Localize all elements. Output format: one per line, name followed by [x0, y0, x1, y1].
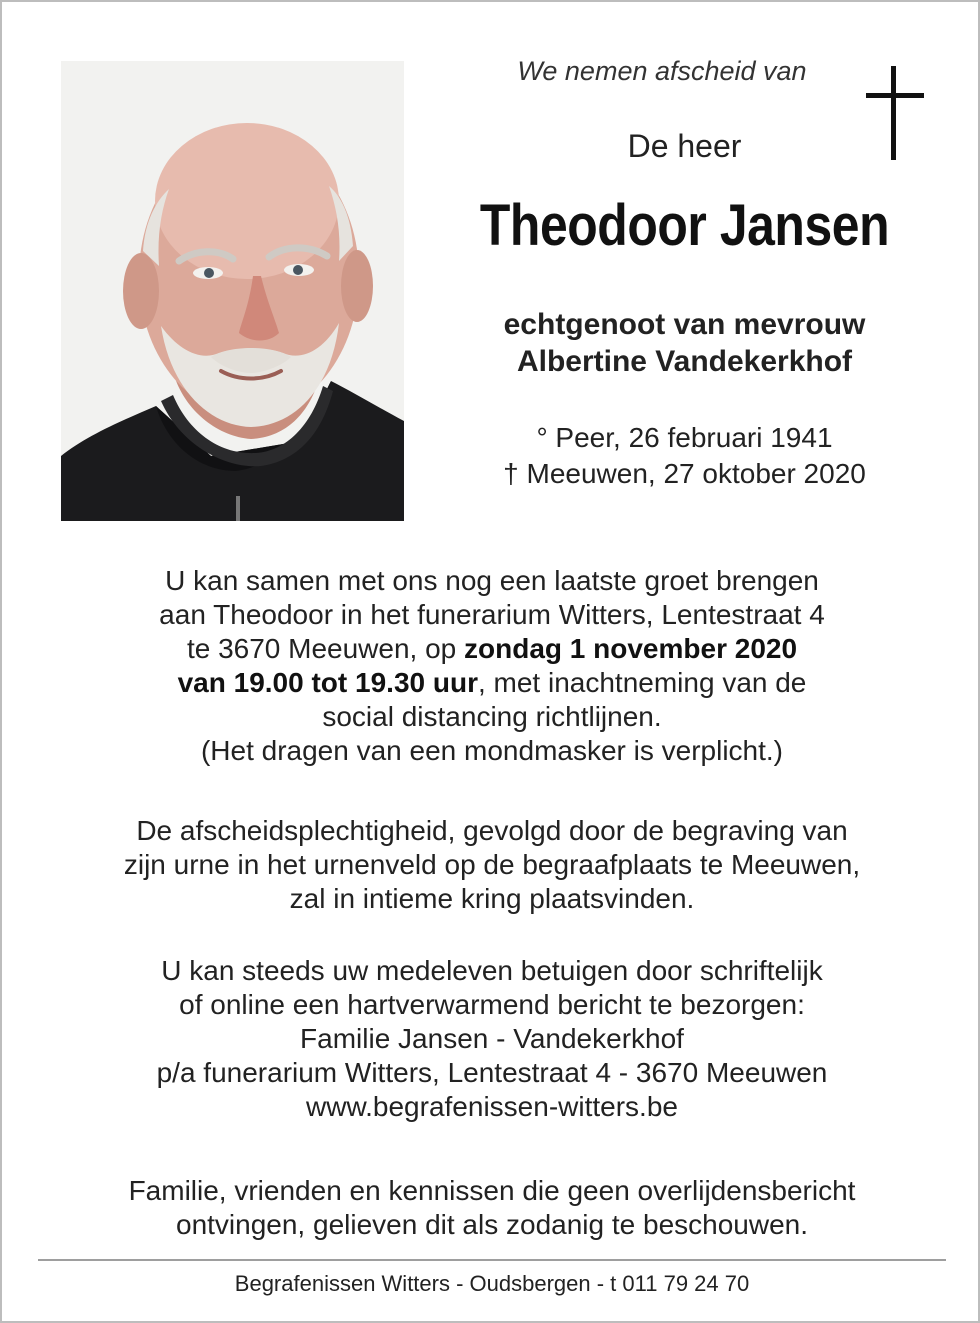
portrait-photo [61, 61, 404, 521]
life-dates [432, 420, 937, 492]
visitation-paragraph [42, 564, 942, 768]
text-line: aan Theodoor in het funerarium Witters, Lentestraat 4 [159, 599, 825, 630]
text-line: De afscheidsplechtigheid, gevolgd door de begraving van [136, 815, 848, 846]
text-line: social distancing richtlijnen. [322, 701, 662, 732]
text-line: te 3670 Meeuwen, op zondag 1 november 2020 [186, 633, 798, 664]
footer-funeral-home: Begrafenissen Witters - Oudsbergen - t 011 79 24 70 [234, 1271, 750, 1296]
spouse-info [432, 306, 937, 380]
death-date-line [432, 456, 937, 492]
divider [38, 1259, 946, 1261]
text-line: U kan steeds uw medeleven betuigen door schriftelijk [161, 955, 823, 986]
spouse-line-2: Albertine Vandekerkhof [516, 345, 853, 378]
birth-date: ° Peer, 26 februari 1941 [536, 422, 833, 453]
text-line: ontvingen, gelieven dit als zodanig te beschouwen. [176, 1209, 808, 1240]
family-name: Familie Jansen - Vandekerkhof [300, 1023, 684, 1054]
death-date: Meeuwen, 27 oktober 2020 [526, 458, 866, 489]
website-link[interactable]: www.begrafenissen-witters.be [306, 1091, 678, 1122]
visitation-date: zondag 1 november 2020 [464, 633, 798, 664]
text-line: van 19.00 tot 19.30 uur, met inachtneming van de [177, 667, 807, 698]
text-line: (Het dragen van een mondmasker is verplicht.) [200, 735, 784, 766]
closing-paragraph [42, 1174, 942, 1242]
text-line: of online een hartverwarmend bericht te bezorgen: [179, 989, 805, 1020]
text-line: zijn urne in het urnenveld op de begraafplaats te Meeuwen, [123, 849, 861, 880]
intro-text: We nemen afscheid van [517, 56, 807, 86]
ceremony-paragraph [42, 814, 942, 916]
visitation-time: van 19.00 tot 19.30 uur [177, 667, 478, 698]
spouse-line-1: echtgenoot van mevrouw [503, 308, 866, 341]
text-line: zal in intieme kring plaatsvinden. [289, 883, 695, 914]
deceased-name: Theodoor Jansen [479, 193, 890, 258]
text-line: U kan samen met ons nog een laatste groet brengen [165, 565, 819, 596]
text-line: Familie, vrienden en kennissen die geen overlijdensbericht [128, 1175, 856, 1206]
address: p/a funerarium Witters, Lentestraat 4 - 3670 Meeuwen [156, 1057, 828, 1088]
condolence-paragraph [42, 954, 942, 1124]
honorific: De heer [627, 128, 742, 164]
death-cross-icon: † [503, 458, 519, 489]
